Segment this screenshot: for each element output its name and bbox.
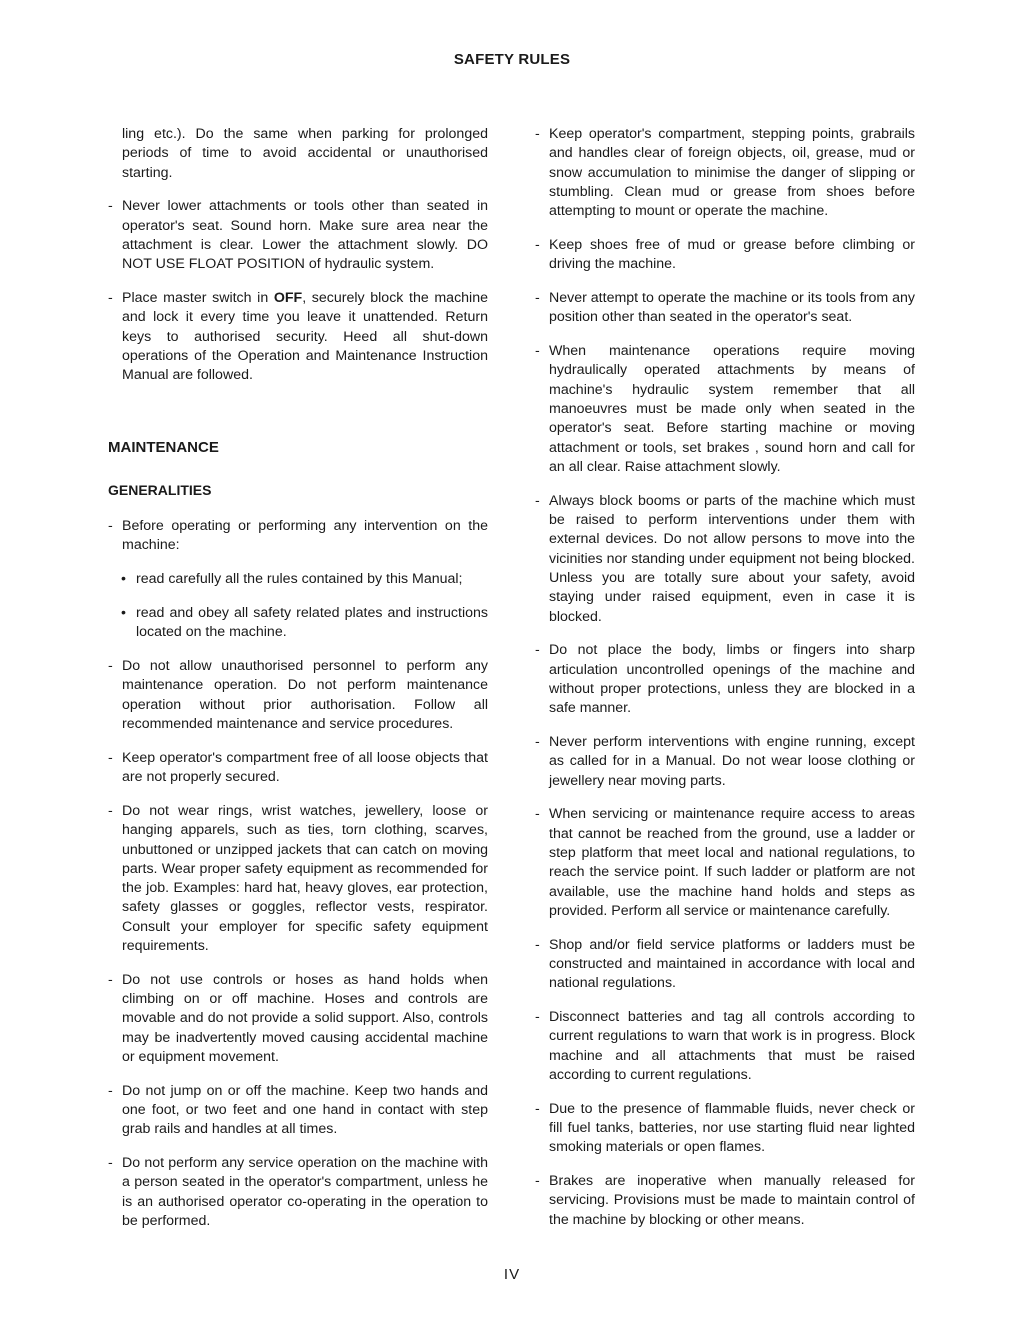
list-item-text: Do not allow unauthorised personnel to perform any maintenance operation. Do not perform maintenance operation without prior authorisation. Follow all recommended maintenance and service procedures. <box>122 658 488 733</box>
list-item <box>108 517 488 556</box>
dash-marker: - <box>108 749 113 766</box>
list-item <box>535 125 915 221</box>
dash-marker: - <box>535 290 540 307</box>
list-item <box>535 1008 915 1085</box>
page-title: SAFETY RULES <box>453 51 571 68</box>
list-item-text: Brakes are inoperative when manually released for servicing. Provisions must be made to maintain control of the machine by blocking or other means. <box>549 1173 915 1228</box>
subsection-heading-generalities: GENERALITIES <box>108 481 212 498</box>
list-item-text: Never perform interventions with engine running, except as called for in a Manual. Do not wear loose clothing or jewellery near moving parts. <box>549 734 915 789</box>
list-item <box>535 1100 915 1158</box>
list-item <box>535 641 915 718</box>
list-item <box>535 492 915 627</box>
list-item <box>108 1154 488 1231</box>
dash-marker: - <box>535 936 540 953</box>
list-item-text: Never attempt to operate the machine or its tools from any position other than seated in the operator's seat. <box>549 290 915 326</box>
dash-marker: - <box>108 802 113 819</box>
list-item-text: Disconnect batteries and tag all controls according to current regulations to warn that work is in progress. Block machine and all attachments that must be raised according to current regulations. <box>549 1009 915 1083</box>
dash-marker: - <box>535 343 540 360</box>
dash-marker: - <box>108 1155 113 1172</box>
dash-marker: - <box>108 971 113 988</box>
list-item-text: Do not wear rings, wrist watches, jewellery, loose or hanging apparels, such as ties, torn clothing, scarves, unbuttoned or unzipped jackets that can catch on moving parts. Wear proper safety equipment as recommended for the job. Examples: hard hat, heavy gloves, ear protection, safety glasses or goggles, reflector vests, respirator. Consult your employer for specific safety equipment requirements. <box>122 802 488 954</box>
list-item <box>108 802 488 956</box>
list-item-text: When servicing or maintenance require access to areas that cannot be reached from the ground, use a ladder or step platform that meet local and national regulations, to reach the service point. If such ladder or platform are not available, use the machine hand holds and steps as provided. Perform all service or maintenance carefully. <box>549 806 915 919</box>
list-item-text: Do not use controls or hoses as hand holds when climbing on or off machine. Hoses and controls are movable and do not provide a solid support. Also, controls may be inadvertently moved causing accidental machine or equipment movement. <box>122 971 488 1065</box>
list-item-text: Due to the presence of flammable fluids, never check or fill fuel tanks, batteries, nor use starting fluid near lighted smoking materials or open flames. <box>549 1100 915 1156</box>
list-item-text: Always block booms or parts of the machine which must be raised to perform interventions under them with external devices. Do not allow persons to move into the vicinities nor standing under equipment not being blocked. Unless you are totally sure about your safety, avoid staying under raised equipment, even in case it is blocked. <box>549 492 915 625</box>
bullet-icon: • <box>121 605 126 622</box>
list-item-text: Place master switch in <box>122 290 274 307</box>
list-item-text: Never lower attachments or tools other than seated in operator's seat. Sound horn. Make sure area near the attachment is clear. Lower the attachment slowly. DO NOT USE FLOAT POSITION of hydraulic system. <box>122 198 488 273</box>
list-item-text: , securely block the machine and lock it every time you leave it unattended. Return keys to authorised security. Heed all shut-down operations of the Operation and Maintenance Instruction Manual are followed. <box>122 290 488 384</box>
dash-marker: - <box>535 236 540 253</box>
continuation-paragraph: ling etc.). Do the same when parking for prolonged periods of time to avoid accidental or unauthorised starting. <box>122 126 488 181</box>
dash-marker: - <box>108 518 113 535</box>
list-item-text: Before operating or performing any intervention on the machine: <box>122 518 488 554</box>
page-number: IV <box>503 1266 521 1283</box>
list-item <box>535 805 915 921</box>
list-item <box>108 971 488 1067</box>
list-item-text: When maintenance operations require moving hydraulically operated attachments by means of machine's hydraulic system remember that all manoeuvres must be made only when seated in the operator's seat. Before starting machine or moving attachment or tools, set brakes , sound horn and call for an all clear. Raise attachment slowly. <box>549 343 915 475</box>
list-item <box>535 289 915 328</box>
dash-marker: - <box>108 290 113 307</box>
dash-marker: - <box>535 492 540 509</box>
off-emphasis: OFF <box>273 290 303 307</box>
list-item <box>108 1082 488 1140</box>
dash-marker: - <box>535 1100 540 1117</box>
list-item-master-switch <box>108 289 488 385</box>
bullet-item-text: read and obey all safety related plates and instructions located on the machine. <box>136 605 488 641</box>
bullet-icon: • <box>121 571 126 588</box>
dash-marker: - <box>535 642 540 659</box>
list-item-text: Keep operator's compartment free of all loose objects that are not properly secured. <box>122 749 488 786</box>
list-item <box>108 749 488 788</box>
list-item <box>108 197 488 274</box>
left-column <box>108 125 488 1246</box>
list-item-text: Do not jump on or off the machine. Keep two hands and one foot, or two feet and one hand in contact with step grab rails and handles at all times. <box>122 1082 488 1138</box>
bullet-item <box>108 604 488 643</box>
list-item <box>535 342 915 477</box>
bullet-item <box>108 570 488 589</box>
list-item <box>108 657 488 734</box>
list-item <box>535 936 915 994</box>
list-item <box>535 733 915 791</box>
dash-marker: - <box>108 198 113 215</box>
list-item-text: Shop and/or field service platforms or ladders must be constructed and maintained in accordance with local and national regulations. <box>549 936 915 992</box>
bullet-item-text: read carefully all the rules contained by this Manual; <box>136 571 463 588</box>
section-heading-maintenance: MAINTENANCE <box>108 438 219 456</box>
list-item-text: Do not place the body, limbs or fingers into sharp articulation uncontrolled openings of the machine and without proper protections, unless they are blocked in a safe manner. <box>549 642 915 717</box>
dash-marker: - <box>535 1173 540 1190</box>
dash-marker: - <box>535 806 540 823</box>
dash-marker: - <box>535 126 540 142</box>
list-item-text: Keep shoes free of mud or grease before climbing or driving the machine. <box>549 236 915 273</box>
list-item-text: Keep operator's compartment, stepping points, grabrails and handles clear of foreign objects, oil, grease, mud or snow accumulation to minimise the danger of slipping or stumbling. Clean mud or grease from shoes before attempting to mount or operate the machine. <box>549 126 915 220</box>
list-item <box>535 236 915 275</box>
dash-marker: - <box>535 1009 540 1026</box>
right-column <box>535 125 915 1245</box>
list-item <box>535 1172 915 1230</box>
dash-marker: - <box>535 734 540 751</box>
dash-marker: - <box>108 1082 113 1099</box>
dash-marker: - <box>108 658 113 675</box>
list-item-text: Do not perform any service operation on the machine with a person seated in the operator's compartment, unless he is an authorised operator co-operating in the operation to be performed. <box>122 1155 488 1230</box>
